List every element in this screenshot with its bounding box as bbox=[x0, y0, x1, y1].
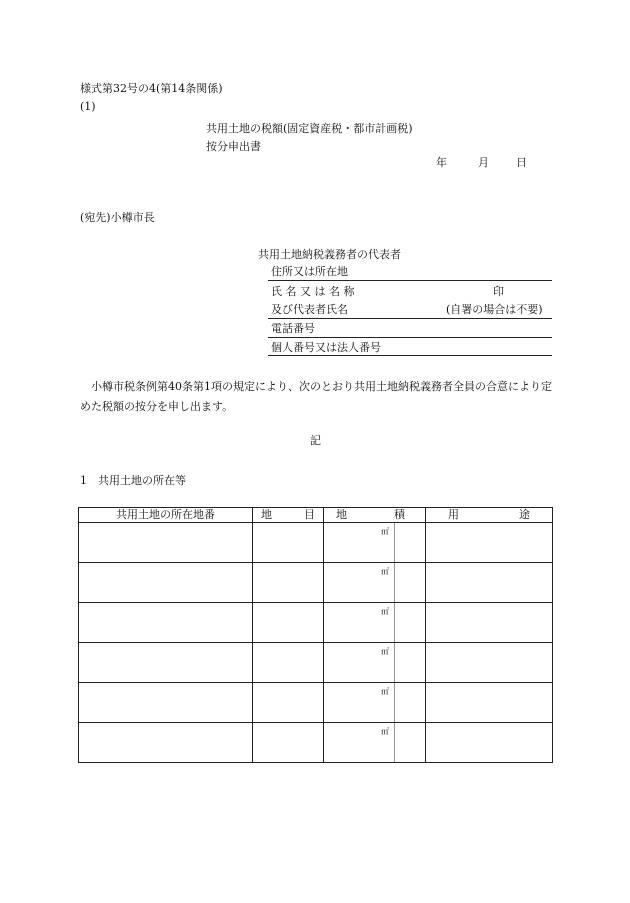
representative-heading: 共用土地納税義務者の代表者 bbox=[258, 248, 401, 261]
table-row bbox=[79, 523, 553, 563]
sqm-unit: ㎡ bbox=[381, 607, 389, 616]
self-sign-note: (自署の場合は不要) bbox=[446, 303, 543, 316]
sqm-unit: ㎡ bbox=[381, 687, 389, 696]
cell-category[interactable] bbox=[253, 683, 324, 723]
table-row bbox=[79, 723, 553, 763]
form-sub-number: (1) bbox=[80, 100, 96, 113]
rep-name-label[interactable]: 及び代表者氏名 bbox=[271, 303, 348, 316]
cell-area[interactable] bbox=[324, 603, 395, 643]
cell-use[interactable] bbox=[426, 523, 553, 563]
address-label[interactable]: 住所又は所在地 bbox=[271, 265, 348, 278]
table-row bbox=[79, 683, 553, 723]
cell-area[interactable] bbox=[324, 723, 395, 763]
cell-use[interactable] bbox=[426, 603, 553, 643]
date-line bbox=[436, 156, 527, 170]
sqm-unit: ㎡ bbox=[381, 567, 389, 576]
table-row bbox=[79, 643, 553, 683]
cell-area[interactable] bbox=[324, 563, 395, 603]
header-category-a: 地 bbox=[261, 508, 272, 521]
header-use-b: 途 bbox=[519, 508, 530, 521]
cell-category[interactable] bbox=[253, 723, 324, 763]
address-field-line[interactable] bbox=[268, 280, 552, 281]
date-day-label: 日 bbox=[516, 156, 527, 169]
name-label[interactable]: 氏 名 又 は 名 称 bbox=[271, 285, 355, 298]
cell-category[interactable] bbox=[253, 523, 324, 563]
cell-location[interactable] bbox=[79, 523, 253, 563]
cell-use[interactable] bbox=[426, 683, 553, 723]
header-category-b: 目 bbox=[304, 508, 315, 521]
cell-area-decimal[interactable] bbox=[395, 723, 426, 763]
header-area-b: 積 bbox=[394, 508, 405, 521]
phone-field-line[interactable] bbox=[268, 337, 552, 338]
cell-location[interactable] bbox=[79, 683, 253, 723]
sqm-unit: ㎡ bbox=[381, 727, 389, 736]
cell-use[interactable] bbox=[426, 563, 553, 603]
date-month-label: 月 bbox=[478, 156, 489, 169]
cell-use[interactable] bbox=[426, 723, 553, 763]
cell-area[interactable] bbox=[324, 643, 395, 683]
form-title: 共用土地の税額(固定資産税・都市計画税) bbox=[206, 122, 413, 135]
cell-category[interactable] bbox=[253, 603, 324, 643]
sqm-unit: ㎡ bbox=[381, 527, 389, 536]
cell-location[interactable] bbox=[79, 563, 253, 603]
id-number-label[interactable]: 個人番号又は法人番号 bbox=[271, 341, 381, 354]
land-table-header bbox=[79, 508, 553, 523]
cell-area[interactable] bbox=[324, 683, 395, 723]
addressee: (宛先)小樽市長 bbox=[80, 211, 155, 224]
body-text: 小樽市税条例第40条第1項の規定により、次のとおり共用土地納税義務者全員の合意により定めた税額の按分を申し出ます。 bbox=[80, 380, 552, 413]
section-1-title: 1 共用土地の所在等 bbox=[80, 474, 186, 487]
form-number: 様式第32号の4(第14条関係) bbox=[80, 82, 223, 95]
land-table bbox=[78, 507, 553, 763]
cell-category[interactable] bbox=[253, 643, 324, 683]
table-row bbox=[79, 563, 553, 603]
header-use-a: 用 bbox=[448, 508, 459, 521]
ki-marker: 記 bbox=[310, 434, 321, 447]
phone-label[interactable]: 電話番号 bbox=[271, 322, 315, 335]
table-row bbox=[79, 603, 553, 643]
cell-location[interactable] bbox=[79, 643, 253, 683]
cell-area-decimal[interactable] bbox=[395, 563, 426, 603]
cell-area-decimal[interactable] bbox=[395, 683, 426, 723]
name-field-line[interactable] bbox=[268, 318, 552, 319]
sqm-unit: ㎡ bbox=[381, 647, 389, 656]
cell-area-decimal[interactable] bbox=[395, 603, 426, 643]
header-location: 共用土地の所在地番 bbox=[79, 508, 253, 523]
form-subtitle: 按分申出書 bbox=[206, 140, 261, 153]
header-area bbox=[324, 508, 426, 523]
cell-area-decimal[interactable] bbox=[395, 643, 426, 683]
cell-use[interactable] bbox=[426, 643, 553, 683]
cell-location[interactable] bbox=[79, 723, 253, 763]
header-use bbox=[426, 508, 553, 523]
cell-area-decimal[interactable] bbox=[395, 523, 426, 563]
header-category bbox=[253, 508, 324, 523]
seal-label: 印 bbox=[493, 285, 504, 298]
header-area-a: 地 bbox=[336, 508, 347, 521]
date-year-label: 年 bbox=[436, 156, 447, 169]
id-number-field-line[interactable] bbox=[268, 355, 552, 356]
cell-area[interactable] bbox=[324, 523, 395, 563]
cell-location[interactable] bbox=[79, 603, 253, 643]
cell-category[interactable] bbox=[253, 563, 324, 603]
